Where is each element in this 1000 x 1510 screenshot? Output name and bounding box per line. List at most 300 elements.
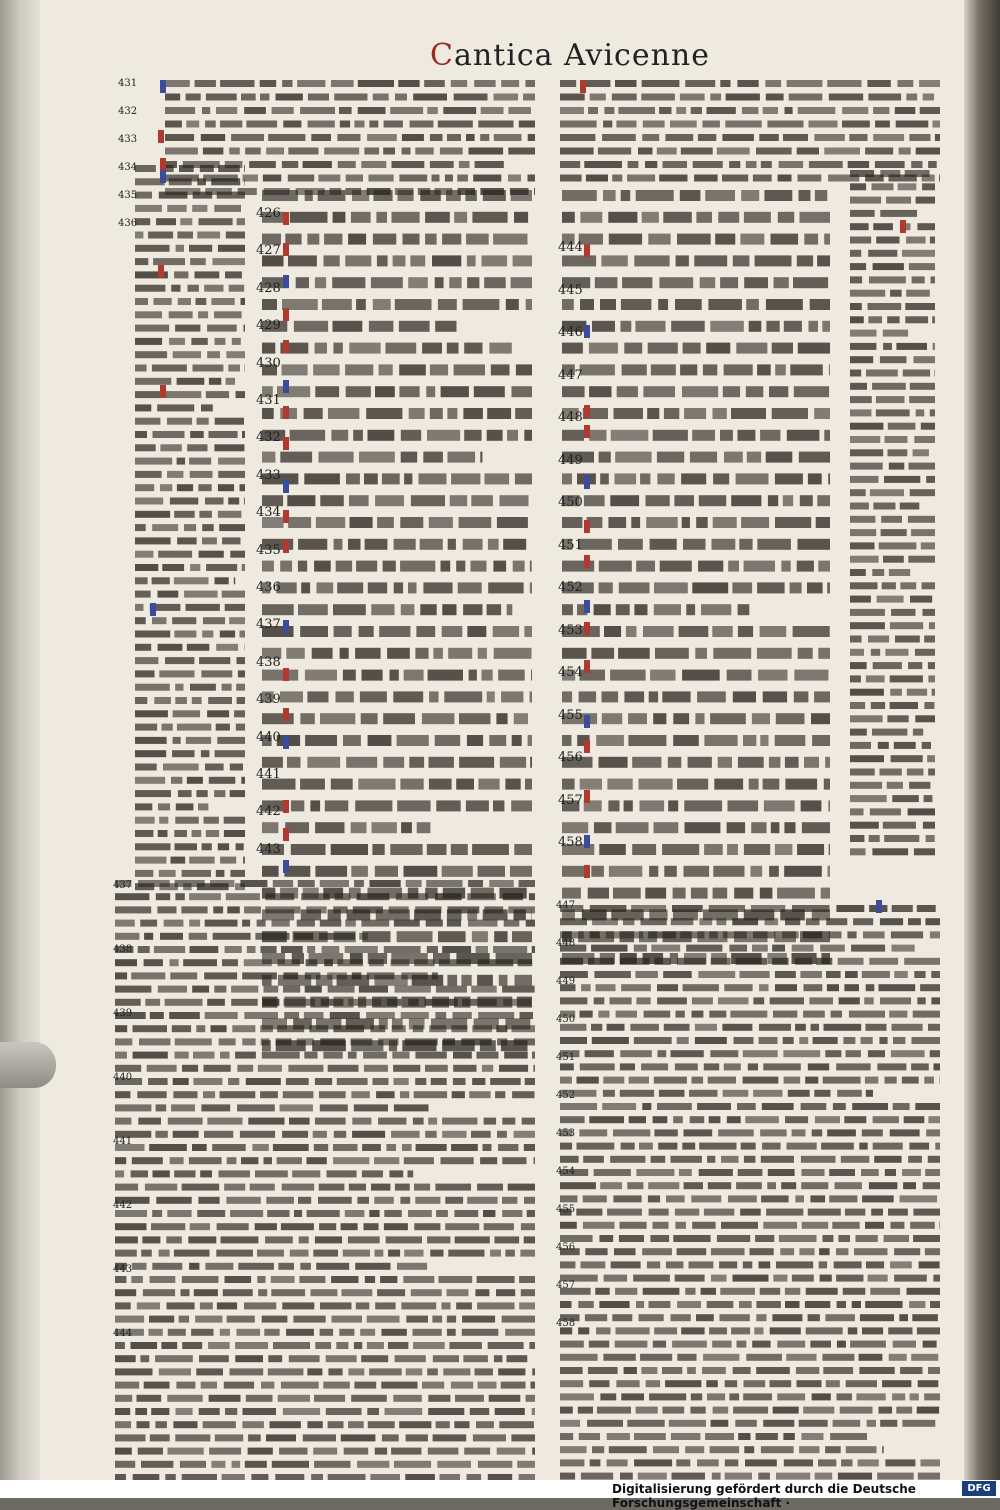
text-word [459, 713, 491, 724]
text-word [402, 148, 411, 155]
text-word [805, 1077, 818, 1084]
text-word [435, 735, 461, 746]
text-word [939, 175, 940, 182]
text-word [163, 764, 199, 771]
text-word [596, 984, 616, 991]
text-word [530, 757, 532, 768]
text-word [785, 1301, 800, 1308]
text-word [175, 817, 199, 824]
text-word [737, 80, 758, 87]
text-word [681, 1327, 704, 1334]
text-word [174, 631, 196, 638]
verse-number: 438 [256, 655, 281, 670]
text-word [695, 713, 704, 724]
text-word [607, 779, 632, 790]
text-word [913, 449, 929, 456]
text-word [504, 1052, 528, 1059]
text-word [741, 190, 759, 201]
text-word [621, 299, 652, 310]
text-word [560, 1156, 579, 1163]
text-word [928, 769, 935, 776]
text-word [732, 582, 752, 593]
text-word [220, 857, 236, 864]
text-word [680, 364, 697, 375]
text-word [265, 893, 294, 900]
text-word [167, 471, 183, 478]
text-word [288, 517, 311, 528]
text-word [262, 190, 298, 201]
text-word [404, 1250, 423, 1257]
text-word [712, 626, 732, 637]
text-word [172, 750, 194, 757]
verse-number: 444 [558, 240, 583, 255]
text-word [591, 945, 627, 952]
text-word [737, 1103, 756, 1110]
text-word [673, 713, 689, 724]
text-word [748, 1063, 758, 1070]
text-word [895, 107, 916, 114]
text-word [345, 920, 356, 927]
text-word [649, 1209, 669, 1216]
text-word [873, 662, 902, 669]
text-word [234, 577, 235, 584]
text-word [872, 569, 884, 576]
text-word [689, 1090, 718, 1097]
text-word [744, 212, 771, 223]
text-word [872, 183, 894, 190]
text-word [318, 175, 340, 182]
text-word [425, 234, 437, 245]
rubric-mark [283, 668, 289, 681]
text-word [469, 1091, 490, 1098]
text-word [345, 946, 378, 953]
text-word [850, 303, 862, 310]
text-word [428, 1118, 437, 1125]
text-word [307, 1157, 327, 1164]
text-word [457, 175, 468, 182]
text-word [704, 1063, 719, 1070]
text-word [850, 848, 866, 855]
text-word [135, 1408, 147, 1415]
text-word [843, 1288, 866, 1295]
text-word [736, 473, 769, 484]
text-word [426, 386, 435, 397]
text-word [211, 178, 240, 185]
text-word [804, 984, 823, 991]
text-word [170, 972, 197, 979]
text-word [324, 148, 359, 155]
text-word [615, 1288, 637, 1295]
text-word [276, 1038, 292, 1045]
text-word [133, 1025, 168, 1032]
text-word [226, 232, 245, 239]
text-word [307, 946, 315, 953]
text-word [144, 959, 163, 966]
text-word [401, 1012, 429, 1019]
text-word [194, 1289, 218, 1296]
text-word [115, 1104, 151, 1111]
text-word [244, 906, 261, 913]
text-word [151, 1408, 169, 1415]
text-word [414, 959, 434, 966]
text-word [394, 1104, 429, 1111]
text-word [484, 277, 506, 288]
text-word [165, 107, 195, 114]
text-word [583, 1156, 604, 1163]
text-word [883, 822, 916, 829]
text-word [135, 604, 144, 611]
text-word [236, 724, 245, 731]
text-word [733, 1367, 751, 1374]
text-word [345, 255, 371, 266]
text-word [135, 192, 152, 199]
text-word [356, 299, 366, 310]
text-word [322, 299, 352, 310]
text-word [794, 670, 828, 681]
text-word [761, 1446, 794, 1453]
text-word [514, 844, 532, 855]
text-word [248, 1434, 261, 1441]
text-word [783, 1050, 820, 1057]
text-word [663, 971, 692, 978]
text-word [314, 1395, 345, 1402]
text-word [760, 1129, 786, 1136]
text-word [288, 148, 318, 155]
text-word [480, 1157, 497, 1164]
text-word [386, 343, 417, 354]
text-word [385, 1408, 423, 1415]
verse-number: 452 [558, 580, 583, 595]
text-word [297, 1038, 314, 1045]
text-word [808, 1314, 820, 1321]
text-word [448, 539, 456, 550]
text-word [213, 258, 246, 265]
text-word [209, 431, 238, 438]
text-word [268, 134, 305, 141]
text-word [489, 735, 506, 746]
text-word [158, 803, 170, 810]
text-word [880, 210, 917, 217]
text-word [493, 800, 504, 811]
verse-number: 448 [558, 410, 583, 425]
text-word [597, 1407, 631, 1414]
text-word [361, 713, 378, 724]
text-word [859, 1143, 867, 1150]
text-word [221, 1236, 259, 1243]
text-word [749, 321, 762, 332]
text-word [562, 735, 572, 746]
text-word [452, 1091, 465, 1098]
text-word [313, 364, 339, 375]
dfg-logo: DFG [962, 1481, 996, 1496]
text-word [884, 835, 919, 842]
text-word [464, 1448, 490, 1455]
text-word [681, 148, 713, 155]
text-word [859, 1367, 894, 1374]
text-word [691, 107, 702, 114]
text-word [750, 1248, 774, 1255]
text-word [718, 757, 732, 768]
text-word [303, 1434, 336, 1441]
text-word [503, 893, 523, 900]
text-word [745, 1459, 777, 1466]
text-word [290, 1250, 309, 1257]
text-word [272, 107, 294, 114]
rubric-mark [283, 708, 289, 721]
text-word [747, 452, 761, 463]
text-word [643, 121, 665, 128]
text-word [909, 782, 930, 789]
text-word [190, 684, 216, 691]
text-word [372, 822, 397, 833]
text-word [115, 1250, 137, 1257]
text-word [313, 1250, 338, 1257]
text-word [449, 277, 461, 288]
text-word [317, 582, 334, 593]
text-word [583, 1195, 607, 1202]
text-word [910, 1393, 919, 1400]
text-word [895, 636, 920, 643]
text-word [827, 984, 839, 991]
text-word [892, 795, 919, 802]
text-word [864, 997, 874, 1004]
text-word [138, 1118, 161, 1125]
text-word [802, 1222, 829, 1229]
verse-number: 454 [558, 665, 583, 680]
text-word [182, 1342, 202, 1349]
text-word [526, 920, 535, 927]
text-word [428, 1408, 464, 1415]
text-word [395, 94, 407, 101]
text-word [173, 1078, 189, 1085]
text-word [184, 591, 218, 598]
verse-number: 440 [113, 1072, 132, 1083]
text-word [137, 1421, 150, 1428]
text-word [684, 866, 710, 877]
text-word [592, 918, 618, 925]
text-word [581, 1473, 613, 1480]
text-word [152, 524, 178, 531]
text-word [768, 1169, 795, 1176]
text-word [245, 148, 261, 155]
text-word [922, 183, 935, 190]
text-word [911, 529, 935, 536]
text-word [391, 1131, 420, 1138]
text-word [361, 920, 389, 927]
text-word [604, 107, 614, 114]
text-word [662, 1367, 682, 1374]
text-word [751, 866, 763, 877]
text-word [324, 959, 333, 966]
text-word [375, 866, 398, 877]
text-word [525, 779, 532, 790]
text-word [560, 1354, 598, 1361]
text-word [618, 107, 655, 114]
text-word [320, 1329, 334, 1336]
text-word [893, 1037, 905, 1044]
text-word [657, 1103, 692, 1110]
text-word [115, 1223, 147, 1230]
text-word [511, 190, 532, 201]
text-word [283, 986, 300, 993]
text-word [300, 713, 314, 724]
text-word [159, 870, 176, 877]
text-word [752, 713, 770, 724]
text-word [815, 1116, 840, 1123]
text-word [271, 1289, 305, 1296]
text-word [444, 691, 482, 702]
text-word [436, 986, 467, 993]
text-word [870, 489, 904, 496]
text-word [459, 517, 492, 528]
text-word [824, 1024, 862, 1031]
text-word [785, 1116, 808, 1123]
text-word [578, 1407, 593, 1414]
text-word [713, 473, 729, 484]
text-word [771, 234, 799, 245]
text-word [182, 1276, 219, 1283]
text-word [695, 1024, 717, 1031]
text-word [872, 848, 908, 855]
text-word [896, 121, 929, 128]
text-word [781, 561, 790, 572]
text-word [230, 764, 243, 771]
text-word [718, 212, 739, 223]
text-word [144, 933, 153, 940]
text-word [477, 1276, 515, 1283]
text-word [157, 906, 176, 913]
text-word [616, 121, 636, 128]
text-word [220, 121, 242, 128]
text-word [736, 958, 768, 965]
text-word [892, 1393, 905, 1400]
text-word [823, 1367, 853, 1374]
text-word [328, 1421, 344, 1428]
text-word [599, 844, 626, 855]
text-word [474, 386, 505, 397]
text-word [873, 107, 889, 114]
text-word [135, 764, 157, 771]
text-word [717, 1235, 750, 1242]
text-word [841, 1459, 852, 1466]
text-word [908, 918, 921, 925]
text-word [591, 866, 604, 877]
text-word [153, 258, 185, 265]
rubric-mark [584, 600, 590, 613]
text-word [394, 539, 416, 550]
verse-number: 433 [256, 468, 281, 483]
text-word [877, 1063, 906, 1070]
text-word [775, 735, 806, 746]
text-word [603, 1077, 624, 1084]
text-word [498, 1144, 518, 1151]
text-word [404, 1157, 434, 1164]
rubric-mark [150, 603, 156, 616]
text-word [354, 880, 364, 887]
text-word [255, 933, 289, 940]
text-word [560, 1103, 597, 1110]
text-word [135, 524, 146, 531]
text-word [222, 537, 240, 544]
verse-number: 441 [113, 1136, 132, 1147]
text-word [277, 386, 310, 397]
text-word [319, 1223, 336, 1230]
text-word [850, 383, 867, 390]
text-word [466, 234, 489, 245]
text-word [135, 418, 160, 425]
text-word [560, 1063, 574, 1070]
text-word [853, 918, 873, 925]
text-word [603, 1354, 635, 1361]
text-word [800, 212, 831, 223]
text-word [866, 370, 898, 377]
text-word [811, 713, 830, 724]
text-word [135, 803, 152, 810]
text-word [196, 1025, 205, 1032]
text-word [391, 959, 410, 966]
text-word [265, 1236, 293, 1243]
text-word [934, 1063, 941, 1070]
text-word [473, 1434, 506, 1441]
text-word [280, 561, 292, 572]
text-word [909, 463, 936, 470]
text-word [850, 782, 882, 789]
text-word [282, 161, 298, 168]
text-word [157, 404, 194, 411]
text-word [894, 742, 916, 749]
text-word [480, 134, 489, 141]
text-word [381, 1382, 417, 1389]
text-word [467, 277, 479, 288]
text-word [918, 1473, 940, 1480]
text-word [560, 1433, 573, 1440]
text-word [560, 1367, 583, 1374]
text-word [528, 175, 536, 182]
text-word [562, 473, 572, 484]
text-word [438, 299, 457, 310]
text-word [923, 1341, 937, 1348]
text-word [848, 1327, 858, 1334]
text-word [225, 1408, 237, 1415]
text-word [447, 1316, 456, 1323]
text-word [115, 1118, 131, 1125]
verse-number: 457 [556, 1280, 575, 1291]
text-word [442, 1131, 466, 1138]
text-word [305, 190, 313, 201]
rubric-mark [283, 212, 289, 225]
text-word [722, 1024, 752, 1031]
rubric-mark [580, 80, 586, 93]
text-word [268, 1368, 304, 1375]
text-word [242, 920, 250, 927]
verse-number: 443 [113, 1264, 132, 1275]
text-word [445, 1223, 479, 1230]
text-word [375, 1448, 387, 1455]
text-word [320, 1302, 352, 1309]
text-word [924, 702, 934, 709]
text-word [143, 1289, 175, 1296]
text-word [315, 386, 339, 397]
text-word [207, 999, 225, 1006]
text-word [199, 511, 212, 518]
text-word [483, 1210, 495, 1217]
text-word [841, 1156, 870, 1163]
text-word [783, 1433, 794, 1440]
text-word [308, 94, 329, 101]
text-word [427, 430, 460, 441]
text-word [562, 691, 572, 702]
text-word [753, 931, 775, 938]
